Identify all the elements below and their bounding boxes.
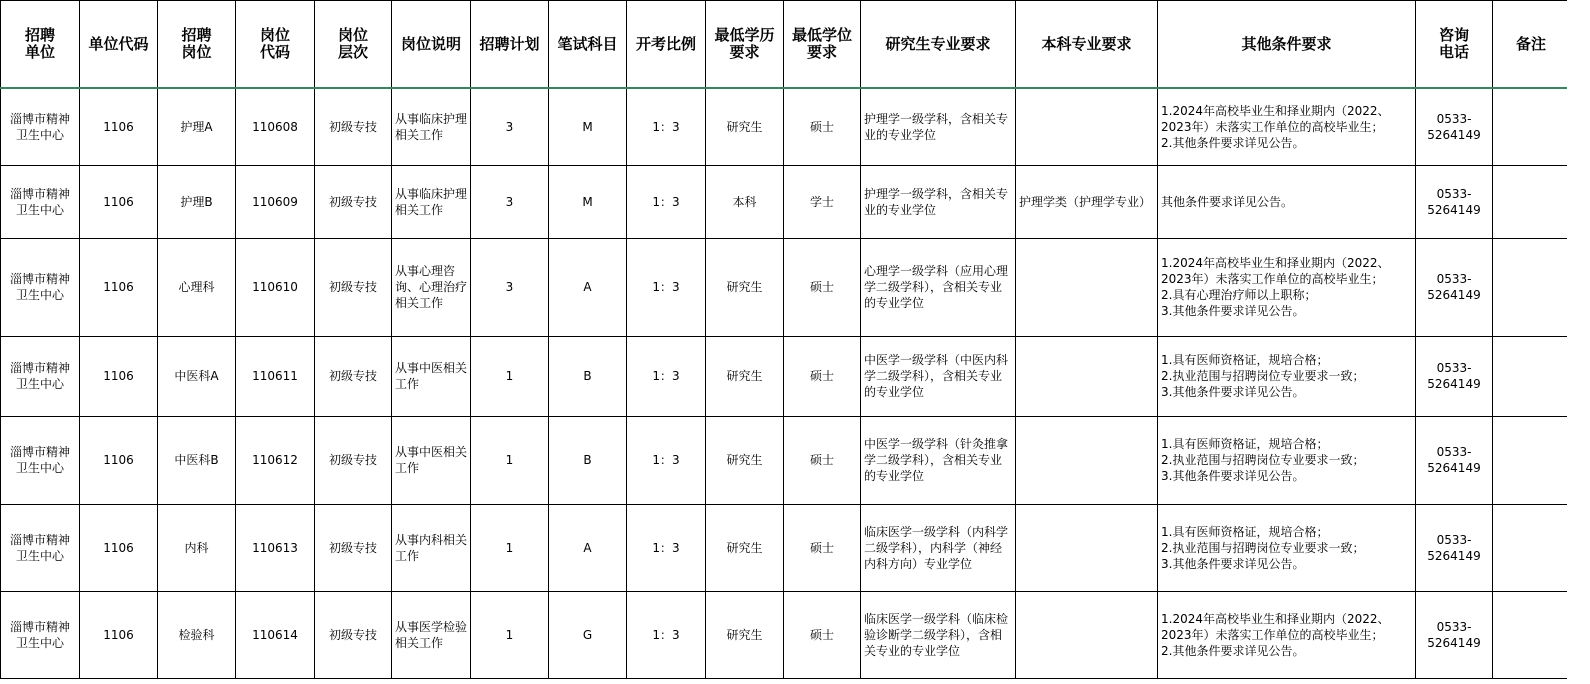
header-ratio: 开考比例 [627,1,706,89]
header-plan: 招聘计划 [471,1,549,89]
level-cell: 初级专技 [315,591,392,678]
phone-cell: 0533- 5264149 [1416,591,1493,678]
ratio-cell: 1：3 [627,504,706,591]
position-cell: 护理A [158,88,236,165]
remark-cell [1493,165,1570,238]
other-cell: 1.具有医师资格证，规培合格； 2.执业范围与招聘岗位专业要求一致； 3.其他条件要求详见公告。 [1158,416,1416,504]
degree-cell: 硕士 [784,336,861,416]
table-row [1,165,1570,238]
phone-cell: 0533- 5264149 [1416,165,1493,238]
position-code-cell: 110613 [236,504,315,591]
level-cell: 初级专技 [315,416,392,504]
remark-cell [1493,336,1570,416]
table-row [1,238,1570,336]
other-cell: 1.具有医师资格证，规培合格； 2.执业范围与招聘岗位专业要求一致； 3.其他条件要求详见公告。 [1158,504,1416,591]
position-code-cell: 110611 [236,336,315,416]
undergrad-major-cell [1016,504,1158,591]
unit-cell: 淄博市精神卫生中心 [1,88,80,165]
education-cell: 研究生 [706,238,784,336]
undergrad-major-cell [1016,238,1158,336]
exam-cell: M [549,165,627,238]
grad-major-cell: 临床医学一级学科（临床检验诊断学二级学科），含相关专业的专业学位 [861,591,1016,678]
degree-cell: 学士 [784,165,861,238]
unit-cell: 淄博市精神卫生中心 [1,238,80,336]
other-cell: 其他条件要求详见公告。 [1158,165,1416,238]
header-phone: 咨询 电话 [1416,1,1493,89]
phone-cell: 0533- 5264149 [1416,238,1493,336]
other-cell: 1.具有医师资格证，规培合格； 2.执业范围与招聘岗位专业要求一致； 3.其他条件要求详见公告。 [1158,336,1416,416]
exam-cell: A [549,504,627,591]
education-cell: 研究生 [706,504,784,591]
description-cell: 从事中医相关工作 [392,416,471,504]
ratio-cell: 1：3 [627,336,706,416]
phone-cell: 0533- 5264149 [1416,336,1493,416]
unit-code-cell: 1106 [80,336,158,416]
unit-code-cell: 1106 [80,504,158,591]
ratio-cell: 1：3 [627,238,706,336]
education-cell: 研究生 [706,591,784,678]
remark-cell [1493,238,1570,336]
grad-major-cell: 中医学一级学科（针灸推拿学二级学科），含相关专业的专业学位 [861,416,1016,504]
position-code-cell: 110614 [236,591,315,678]
table-row [1,416,1570,504]
degree-cell: 硕士 [784,504,861,591]
undergrad-major-cell [1016,416,1158,504]
unit-cell: 淄博市精神卫生中心 [1,165,80,238]
degree-cell: 硕士 [784,88,861,165]
exam-cell: G [549,591,627,678]
undergrad-major-cell [1016,591,1158,678]
ratio-cell: 1：3 [627,416,706,504]
header-remark: 备注 [1493,1,1570,89]
degree-cell: 硕士 [784,238,861,336]
remark-cell [1493,591,1570,678]
description-cell: 从事内科相关工作 [392,504,471,591]
plan-cell: 1 [471,504,549,591]
description-cell: 从事临床护理相关工作 [392,88,471,165]
header-description: 岗位说明 [392,1,471,89]
header-other: 其他条件要求 [1158,1,1416,89]
unit-code-cell: 1106 [80,165,158,238]
description-cell: 从事中医相关工作 [392,336,471,416]
grad-major-cell: 临床医学一级学科（内科学二级学科），内科学（神经内科方向）专业学位 [861,504,1016,591]
description-cell: 从事医学检验相关工作 [392,591,471,678]
header-unit: 招聘 单位 [1,1,80,89]
table-row [1,336,1570,416]
unit-code-cell: 1106 [80,416,158,504]
level-cell: 初级专技 [315,336,392,416]
level-cell: 初级专技 [315,238,392,336]
exam-cell: M [549,88,627,165]
exam-cell: B [549,416,627,504]
education-cell: 研究生 [706,416,784,504]
plan-cell: 1 [471,336,549,416]
header-education: 最低学历 要求 [706,1,784,89]
education-cell: 研究生 [706,336,784,416]
position-cell: 中医科B [158,416,236,504]
phone-cell: 0533- 5264149 [1416,416,1493,504]
header-undergrad-major: 本科专业要求 [1016,1,1158,89]
header-position-code: 岗位 代码 [236,1,315,89]
header-level: 岗位 层次 [315,1,392,89]
plan-cell: 3 [471,238,549,336]
level-cell: 初级专技 [315,165,392,238]
grad-major-cell: 护理学一级学科，含相关专业的专业学位 [861,165,1016,238]
header-row [1,1,1570,89]
level-cell: 初级专技 [315,88,392,165]
plan-cell: 1 [471,416,549,504]
other-cell: 1.2024年高校毕业生和择业期内（2022、2023年）未落实工作单位的高校毕业生； 2.具有心理治疗师以上职称； 3.其他条件要求详见公告。 [1158,238,1416,336]
header-degree: 最低学位 要求 [784,1,861,89]
education-cell: 本科 [706,165,784,238]
undergrad-major-cell [1016,88,1158,165]
degree-cell: 硕士 [784,416,861,504]
position-code-cell: 110608 [236,88,315,165]
undergrad-major-cell [1016,336,1158,416]
position-cell: 中医科A [158,336,236,416]
phone-cell: 0533- 5264149 [1416,88,1493,165]
ratio-cell: 1：3 [627,165,706,238]
header-exam: 笔试科目 [549,1,627,89]
position-code-cell: 110610 [236,238,315,336]
exam-cell: B [549,336,627,416]
grad-major-cell: 护理学一级学科，含相关专业的专业学位 [861,88,1016,165]
ratio-cell: 1：3 [627,591,706,678]
position-cell: 内科 [158,504,236,591]
description-cell: 从事临床护理相关工作 [392,165,471,238]
phone-cell: 0533- 5264149 [1416,504,1493,591]
position-cell: 心理科 [158,238,236,336]
position-code-cell: 110612 [236,416,315,504]
ratio-cell: 1：3 [627,88,706,165]
education-cell: 研究生 [706,88,784,165]
description-cell: 从事心理咨询、心理治疗相关工作 [392,238,471,336]
table-body [1,88,1570,678]
remark-cell [1493,88,1570,165]
degree-cell: 硕士 [784,591,861,678]
remark-cell [1493,504,1570,591]
exam-cell: A [549,238,627,336]
unit-cell: 淄博市精神卫生中心 [1,504,80,591]
grad-major-cell: 中医学一级学科（中医内科学二级学科），含相关专业的专业学位 [861,336,1016,416]
other-cell: 1.2024年高校毕业生和择业期内（2022、2023年）未落实工作单位的高校毕业生； 2.其他条件要求详见公告。 [1158,591,1416,678]
table-row [1,591,1570,678]
table-row [1,504,1570,591]
table-row [1,88,1570,165]
unit-cell: 淄博市精神卫生中心 [1,591,80,678]
position-code-cell: 110609 [236,165,315,238]
plan-cell: 1 [471,591,549,678]
position-cell: 护理B [158,165,236,238]
header-position: 招聘 岗位 [158,1,236,89]
header-grad-major: 研究生专业要求 [861,1,1016,89]
unit-cell: 淄博市精神卫生中心 [1,336,80,416]
page-margin [1567,0,1590,684]
unit-code-cell: 1106 [80,591,158,678]
header-unit-code: 单位代码 [80,1,158,89]
unit-code-cell: 1106 [80,88,158,165]
unit-code-cell: 1106 [80,238,158,336]
other-cell: 1.2024年高校毕业生和择业期内（2022、2023年）未落实工作单位的高校毕业生； 2.其他条件要求详见公告。 [1158,88,1416,165]
remark-cell [1493,416,1570,504]
plan-cell: 3 [471,88,549,165]
grad-major-cell: 心理学一级学科（应用心理学二级学科），含相关专业的专业学位 [861,238,1016,336]
undergrad-major-cell: 护理学类（护理学专业） [1016,165,1158,238]
plan-cell: 3 [471,165,549,238]
level-cell: 初级专技 [315,504,392,591]
position-cell: 检验科 [158,591,236,678]
unit-cell: 淄博市精神卫生中心 [1,416,80,504]
